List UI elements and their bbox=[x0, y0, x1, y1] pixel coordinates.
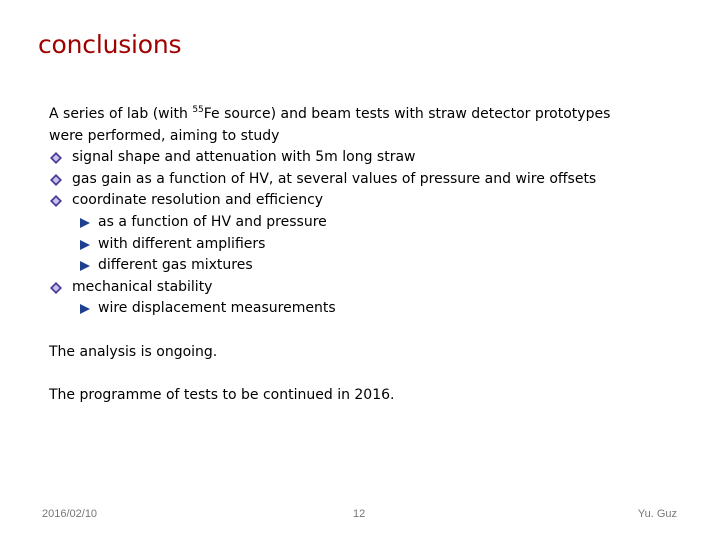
diamond-bullet-icon bbox=[50, 174, 62, 186]
triangle-bullet-icon bbox=[80, 218, 90, 228]
sub-bullet-item bbox=[49, 298, 689, 320]
footer-author: Yu. Guz bbox=[637, 508, 677, 520]
programme-statement: The programme of tests to be continued in 2016. bbox=[49, 386, 395, 403]
sub-bullet-item bbox=[49, 234, 689, 256]
intro-line-1 bbox=[49, 100, 689, 126]
sub-bullet-text: with different amplifiers bbox=[98, 235, 266, 252]
footer-date: 2016/02/10 bbox=[42, 508, 98, 520]
bullet-item bbox=[49, 169, 689, 191]
slide-body bbox=[49, 100, 689, 406]
bullet-text: gas gain as a function of HV, at several values of pressure and wire offsets bbox=[72, 170, 597, 187]
isotope-superscript: 55 bbox=[192, 105, 204, 115]
sub-bullet-text: wire displacement measurements bbox=[98, 300, 336, 317]
analysis-statement: The analysis is ongoing. bbox=[49, 343, 218, 360]
sub-bullet-item bbox=[49, 212, 689, 234]
bullet-text: coordinate resolution and efficiency bbox=[72, 192, 324, 209]
triangle-bullet-icon bbox=[80, 261, 90, 271]
bullet-text: signal shape and attenuation with 5m long straw bbox=[72, 149, 416, 166]
bullet-item bbox=[49, 190, 689, 212]
footer-page-number: 12 bbox=[353, 508, 366, 520]
diamond-bullet-icon bbox=[50, 195, 62, 207]
triangle-bullet-icon bbox=[80, 240, 90, 250]
sub-bullet-text: different gas mixtures bbox=[98, 257, 253, 274]
bullet-item bbox=[49, 277, 689, 299]
diamond-bullet-icon bbox=[50, 152, 62, 164]
intro-text-a: A series of lab (with bbox=[49, 106, 193, 122]
intro-text-b: Fe source) and beam tests with straw detector prototypes bbox=[203, 106, 611, 122]
bullet-text: mechanical stability bbox=[72, 278, 213, 295]
bullet-item bbox=[49, 147, 689, 169]
triangle-bullet-icon bbox=[80, 304, 90, 314]
sub-bullet-text: as a function of HV and pressure bbox=[98, 213, 327, 230]
slide-title: conclusions bbox=[38, 30, 182, 59]
sub-bullet-item bbox=[49, 255, 689, 277]
intro-line-2: were performed, aiming to study bbox=[49, 127, 280, 144]
diamond-bullet-icon bbox=[50, 282, 62, 294]
